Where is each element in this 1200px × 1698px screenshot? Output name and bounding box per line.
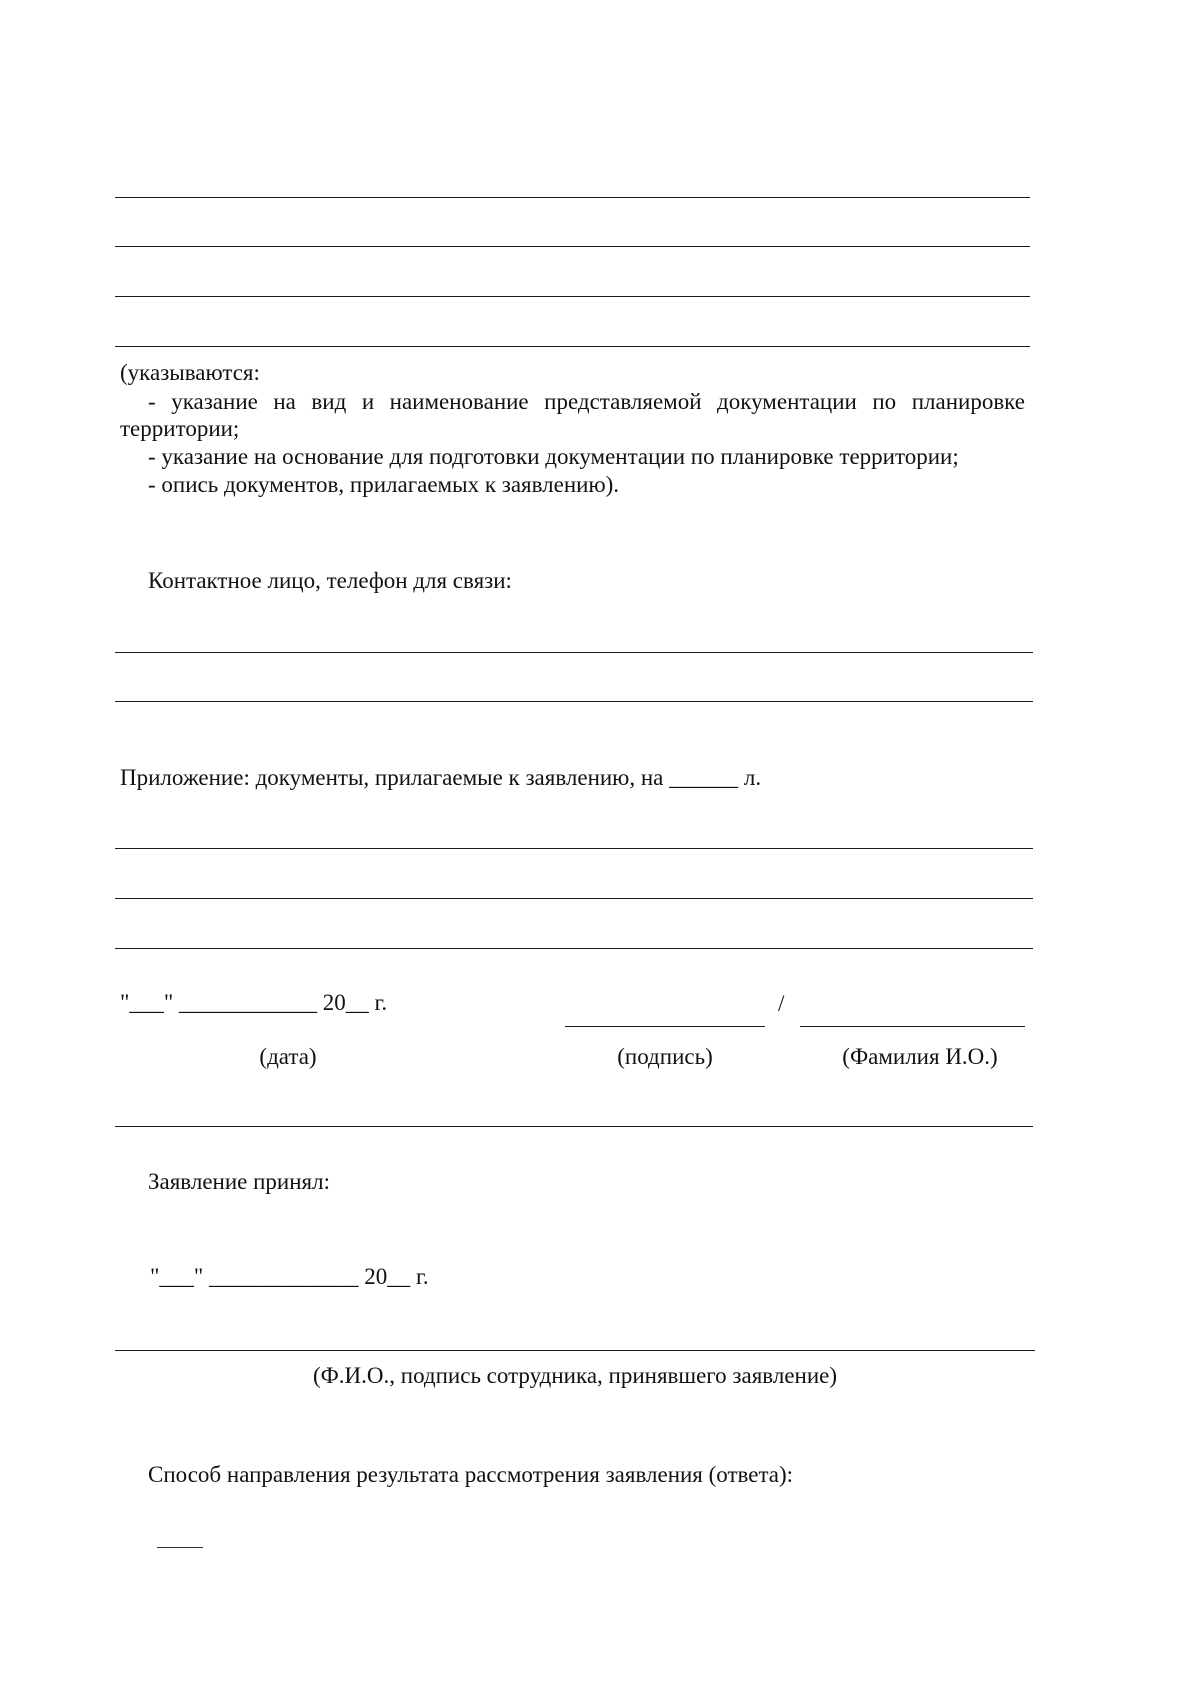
blank-line-4[interactable] <box>115 346 1030 347</box>
contact-line-1[interactable] <box>115 652 1033 653</box>
blank-line-1[interactable] <box>115 197 1030 198</box>
signature-caption: (подпись) <box>617 1044 713 1069</box>
attachment-line-3[interactable] <box>115 948 1033 949</box>
applicant-signature-line[interactable] <box>565 1026 765 1027</box>
delivery-method-label: Способ направления результата рассмотрения заявления (ответа): <box>148 1462 794 1487</box>
applicant-name-line[interactable] <box>800 1026 1025 1027</box>
instruction-item-2: - указание на основание для подготовки документации по планировке территории; <box>148 444 959 469</box>
contact-line-2[interactable] <box>115 701 1033 702</box>
received-caption: (Ф.И.О., подпись сотрудника, принявшего заявление) <box>312 1363 838 1388</box>
name-caption: (Фамилия И.О.) <box>842 1044 998 1069</box>
instruction-item-1-line-1: - указание на вид и наименование представляемой документации по планировке <box>148 389 1025 414</box>
delivery-method-blank[interactable] <box>157 1547 203 1548</box>
attachment-line-1[interactable] <box>115 848 1033 849</box>
applicant-date-line[interactable]: "___" ____________ 20__ г. <box>120 990 388 1015</box>
received-label: Заявление принял: <box>148 1169 331 1194</box>
attachment-label: Приложение: документы, прилагаемые к заявлению, на ______ л. <box>120 765 762 790</box>
signature-name-separator: / <box>778 991 785 1016</box>
blank-line-2[interactable] <box>115 246 1030 247</box>
instruction-item-3: - опись документов, прилагаемых к заявлению). <box>148 472 620 497</box>
instructions-heading: (указываются: <box>120 360 260 385</box>
received-signature-line[interactable] <box>115 1350 1035 1351</box>
attachment-line-2[interactable] <box>115 898 1033 899</box>
instruction-item-1-line-2: территории; <box>120 416 240 441</box>
blank-line-3[interactable] <box>115 296 1030 297</box>
section-separator-line <box>115 1126 1033 1127</box>
received-date-line[interactable]: "___" _____________ 20__ г. <box>150 1264 429 1289</box>
contact-label: Контактное лицо, телефон для связи: <box>148 568 512 593</box>
date-caption: (дата) <box>259 1044 317 1069</box>
